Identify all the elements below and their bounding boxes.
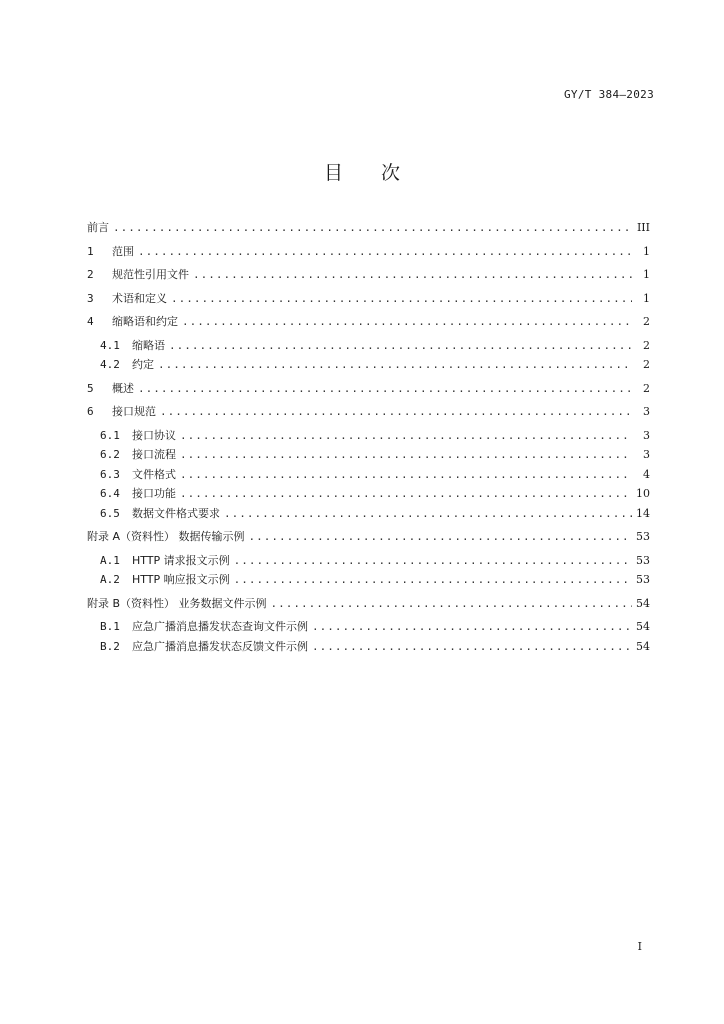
toc-entry-page: 54 [636, 620, 650, 633]
toc-entry[interactable] [87, 426, 650, 446]
toc-entry-label: 接口功能 [132, 487, 176, 500]
toc-entry-page: 2 [643, 315, 650, 328]
toc-entry-label: 数据文件格式要求 [132, 506, 220, 520]
toc-entry[interactable] [87, 312, 650, 332]
toc-dot-leader [138, 379, 632, 399]
toc-entry-page: III [636, 221, 650, 234]
toc-entry-page: 14 [636, 506, 650, 520]
toc-entry[interactable] [87, 570, 650, 590]
toc-entry-page: 1 [643, 268, 650, 281]
toc-dot-leader [138, 242, 632, 262]
toc-entry[interactable] [87, 527, 650, 547]
toc-dot-leader [271, 594, 632, 614]
toc-entry-number: 6.4 [100, 487, 120, 500]
toc-entry-page: 53 [636, 553, 650, 567]
toc-entry-number: B.2 [100, 639, 120, 653]
toc-entry[interactable] [87, 594, 650, 614]
toc-entry-label: HTTP 响应报文示例 [132, 573, 230, 586]
toc-entry-number: 1 [87, 244, 94, 258]
toc-entry-label: 范围 [112, 244, 134, 258]
toc-entry-page: 53 [636, 573, 650, 586]
toc-entry-page: 54 [636, 596, 650, 610]
toc-dot-leader [180, 484, 632, 504]
toc-entry-number: A.2 [100, 573, 120, 586]
toc-dot-leader [182, 312, 632, 332]
toc-dot-leader [312, 617, 632, 637]
toc-entry-page: 1 [643, 291, 650, 305]
toc-entry-page: 1 [643, 244, 650, 258]
toc-entry-label: 前言 [87, 221, 109, 234]
toc-entry[interactable] [87, 336, 650, 356]
toc-entry[interactable] [87, 551, 650, 571]
toc-entry-page: 10 [636, 487, 650, 500]
toc-dot-leader [158, 355, 632, 375]
toc-entry-number: 4 [87, 315, 94, 328]
toc-entry-page: 3 [643, 428, 650, 442]
toc-dot-leader [234, 551, 632, 571]
toc-entry-label: HTTP 请求报文示例 [132, 553, 230, 567]
toc-entry-number: A.1 [100, 553, 120, 567]
toc-dot-leader [180, 426, 632, 446]
toc-dot-leader [193, 265, 632, 285]
toc-entry-page: 2 [643, 338, 650, 352]
toc-entry-label: 概述 [112, 381, 134, 395]
toc-entry-page: 54 [636, 639, 650, 653]
toc-entry-label: 应急广播消息播发状态反馈文件示例 [132, 639, 308, 653]
toc-dot-leader [171, 289, 632, 309]
toc-entry[interactable] [87, 242, 650, 262]
toc-dot-leader [180, 445, 632, 465]
toc-entry[interactable] [87, 445, 650, 465]
toc-entry-label: 接口规范 [112, 405, 156, 418]
toc-entry[interactable] [87, 465, 650, 485]
toc-dot-leader [169, 336, 632, 356]
toc-entry[interactable] [87, 265, 650, 285]
toc-entry-page: 4 [643, 467, 650, 481]
toc-entry-page: 2 [643, 381, 650, 395]
toc-entry-number: 6.3 [100, 467, 120, 481]
toc-entry-number: 6.1 [100, 428, 120, 442]
toc-entry-number: 5 [87, 381, 94, 395]
page-title: 目 次 [323, 162, 417, 184]
toc-entry-label: 附录 A（资料性） 数据传输示例 [87, 530, 245, 543]
toc-entry-page: 2 [643, 358, 650, 371]
toc-entry-label: 缩略语和约定 [112, 315, 178, 328]
toc-dot-leader [113, 218, 632, 238]
toc-dot-leader [180, 465, 632, 485]
toc-entry[interactable] [87, 637, 650, 657]
toc-entry[interactable] [87, 504, 650, 524]
toc-entry[interactable] [87, 289, 650, 309]
toc-entry-label: 附录 B（资料性） 业务数据文件示例 [87, 596, 267, 610]
toc-entry-label: 接口流程 [132, 448, 176, 461]
toc-dot-leader [160, 402, 632, 422]
toc-entry-number: 4.1 [100, 338, 120, 352]
toc-entry-number: 6.2 [100, 448, 120, 461]
toc-entry-label: 规范性引用文件 [112, 268, 189, 281]
toc-entry-number: 6.5 [100, 506, 120, 520]
toc-entry[interactable] [87, 617, 650, 637]
toc-entry-number: 6 [87, 405, 94, 418]
toc-dot-leader [249, 527, 632, 547]
toc-entry-page: 3 [643, 405, 650, 418]
table-of-contents [87, 218, 650, 656]
toc-entry-number: 3 [87, 291, 94, 305]
toc-entry[interactable] [87, 484, 650, 504]
toc-entry-label: 约定 [132, 358, 154, 371]
page-number: I [637, 940, 642, 953]
toc-dot-leader [234, 570, 632, 590]
toc-entry[interactable] [87, 402, 650, 422]
toc-entry-page: 53 [636, 530, 650, 543]
toc-entry-label: 文件格式 [132, 467, 176, 481]
toc-entry[interactable] [87, 218, 650, 238]
toc-entry-label: 缩略语 [132, 338, 165, 352]
toc-entry-label: 术语和定义 [112, 291, 167, 305]
toc-entry-label: 接口协议 [132, 428, 176, 442]
toc-entry-page: 3 [643, 448, 650, 461]
toc-dot-leader [224, 504, 632, 524]
toc-entry-number: 2 [87, 268, 94, 281]
toc-entry-number: 4.2 [100, 358, 120, 371]
toc-entry[interactable] [87, 379, 650, 399]
toc-entry-number: B.1 [100, 620, 120, 633]
document-code: GY/T 384—2023 [564, 88, 654, 101]
toc-entry[interactable] [87, 355, 650, 375]
toc-entry-label: 应急广播消息播发状态查询文件示例 [132, 620, 308, 633]
toc-dot-leader [312, 637, 632, 657]
